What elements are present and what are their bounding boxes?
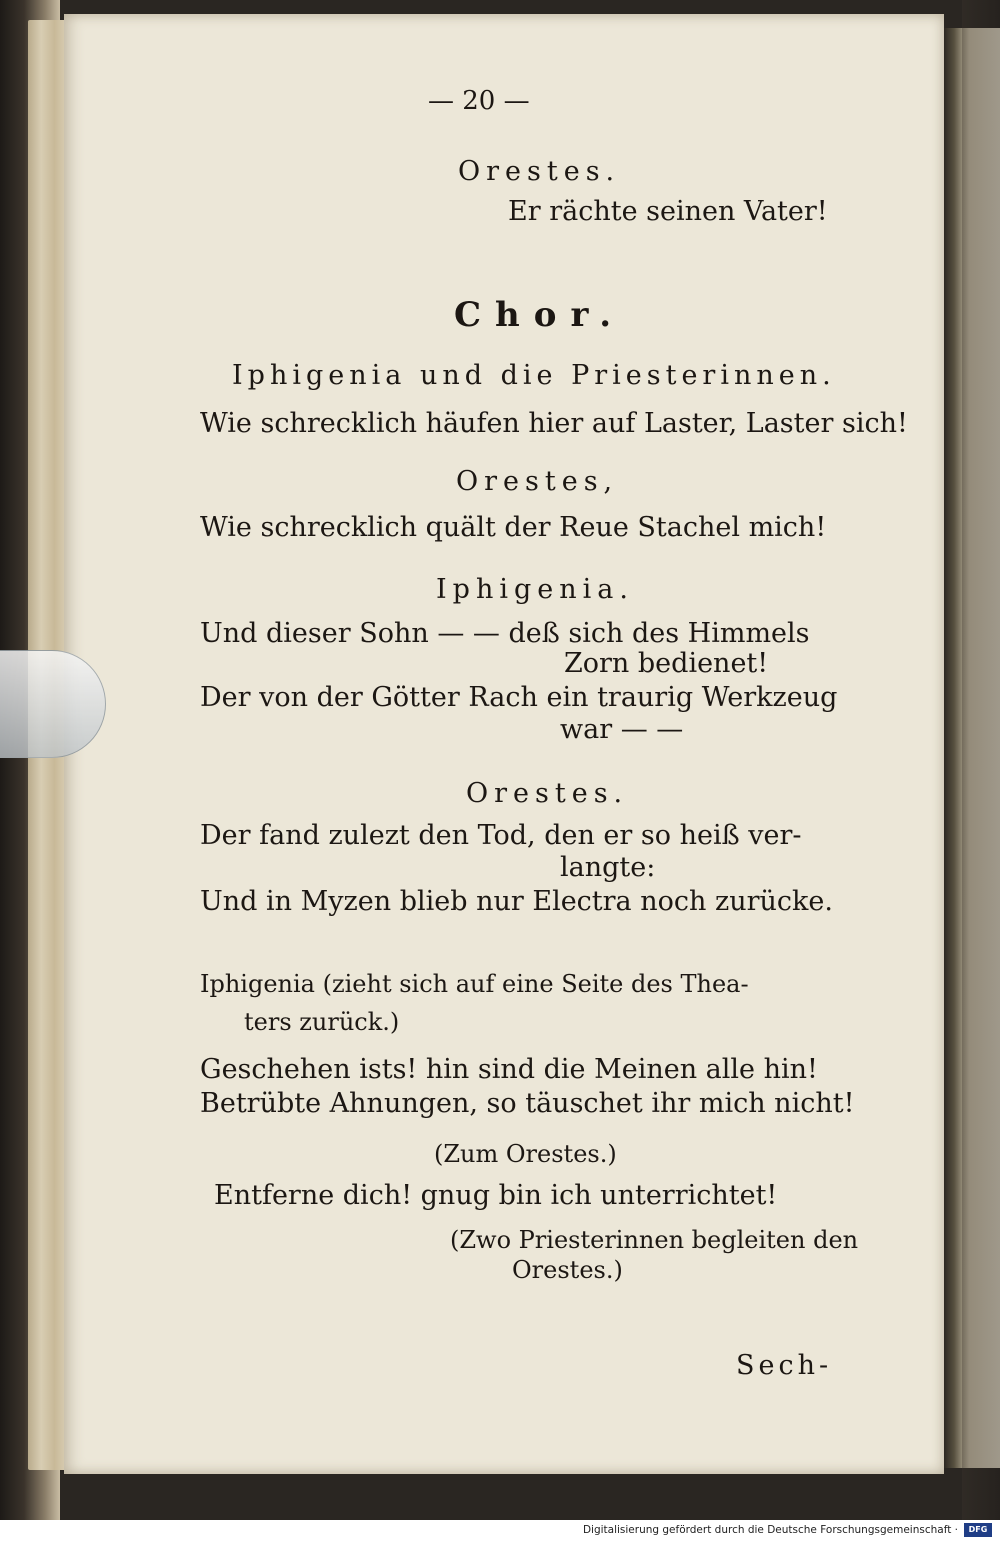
verse-line: Betrübte Ahnungen, so täuschet ihr mich nicht! xyxy=(200,1088,855,1119)
page-number: — 20 — xyxy=(428,86,530,116)
speaker-label: Orestes, xyxy=(456,466,619,497)
verse-line: Er rächte seinen Vater! xyxy=(508,196,828,227)
speaker-label: Orestes. xyxy=(458,156,621,187)
verse-line: Und dieser Sohn — — deß sich des Himmels xyxy=(200,618,810,649)
speaker-label: Orestes. xyxy=(466,778,629,809)
stage-direction-continuation: Orestes.) xyxy=(512,1256,623,1284)
scan-border xyxy=(962,0,1000,1541)
verse-line: Und in Myzen blieb nur Electra noch zurücke. xyxy=(200,886,833,917)
verse-line-continuation: war — — xyxy=(560,714,684,745)
page-clip-holder xyxy=(0,650,106,758)
verse-line: Entferne dich! gnug bin ich unterrichtet! xyxy=(214,1180,778,1211)
verse-line-continuation: langte: xyxy=(560,852,656,883)
catchword: Sech- xyxy=(736,1350,833,1381)
verse-line: Der von der Götter Rach ein traurig Werkzeug xyxy=(200,682,838,713)
verse-line: Geschehen ists! hin sind die Meinen alle hin! xyxy=(200,1054,818,1085)
speaker-label: Iphigenia. xyxy=(436,574,634,605)
speaker-label: Iphigenia und die Priesterinnen. xyxy=(232,360,836,391)
stage-direction: Iphigenia (zieht sich auf eine Seite des Thea- xyxy=(200,970,749,998)
book-page xyxy=(64,14,944,1474)
stage-direction-continuation: ters zurück.) xyxy=(244,1008,400,1036)
dfg-logo[interactable]: DFG xyxy=(964,1523,992,1537)
section-heading: Chor. xyxy=(454,295,626,335)
verse-line: Wie schrecklich häufen hier auf Laster, Laster sich! xyxy=(200,408,908,439)
stage-direction: (Zwo Priesterinnen begleiten den xyxy=(450,1226,859,1254)
stage-direction: (Zum Orestes.) xyxy=(434,1140,617,1168)
footer-credit: Digitalisierung gefördert durch die Deutsche Forschungsgemeinschaft · xyxy=(582,1524,958,1536)
verse-line-continuation: Zorn bedienet! xyxy=(564,648,769,679)
verse-line: Wie schrecklich quält der Reue Stachel mich! xyxy=(200,512,827,543)
verse-line: Der fand zulezt den Tod, den er so heiß ver- xyxy=(200,820,802,851)
